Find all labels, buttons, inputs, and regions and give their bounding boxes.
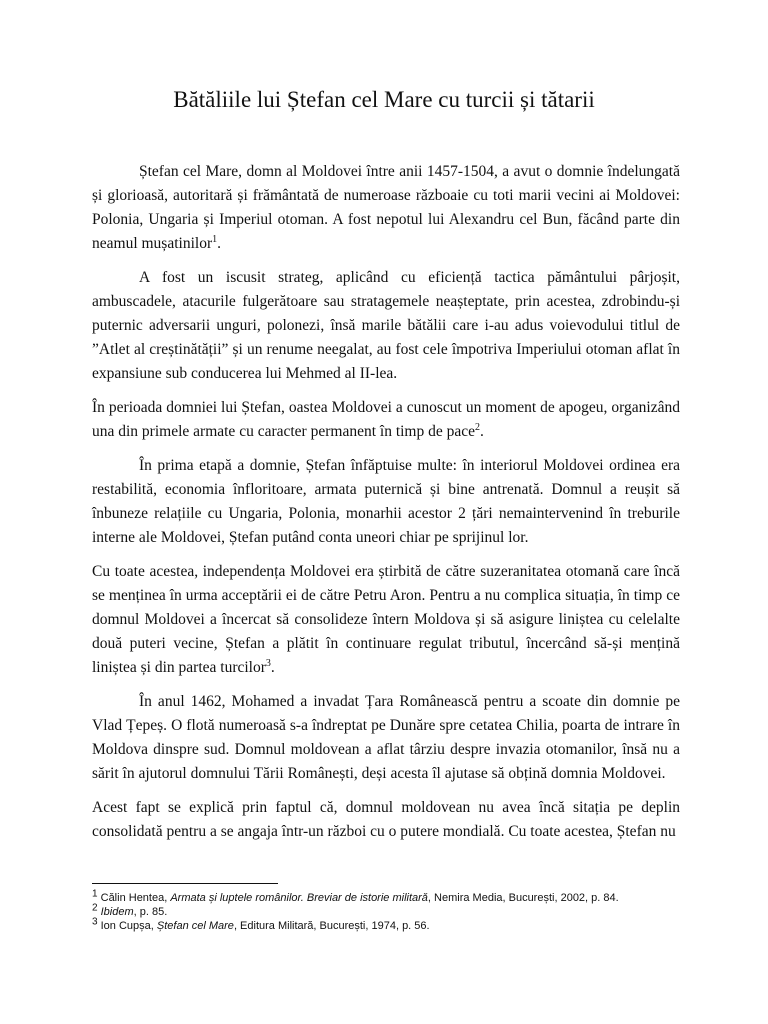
- footnote-ref-3: 3: [265, 657, 271, 669]
- footnote-work-title: Armata și luptele românilor. Breviar de istorie militară: [170, 892, 428, 904]
- footnotes: [92, 888, 692, 933]
- paragraph-text: Cu toate acestea, independența Moldovei era știrbită de către suzeranitatea otomană care încă se menținea în urma acceptării ei de către Petru Aron. Pentru a nu complica situația, în timp ce domnul Moldovei a încercat să consolideze întern Moldova și să asigure liniștea cu celelalte două puteri vecine, Ștefan a plătit în continuare regulat tributul, încercând să-și mențină liniștea și din partea turcilor: [92, 563, 680, 676]
- paragraph-7: [92, 796, 680, 844]
- footnote-details: , p. 85.: [133, 906, 168, 918]
- footnote-number: 1: [92, 888, 98, 900]
- paragraph-3: [92, 396, 680, 444]
- footnote-author: Ion Cupșa,: [100, 920, 154, 932]
- footnote-2: [92, 902, 692, 919]
- footnote-details: , Editura Militară, București, 1974, p. 56.: [233, 920, 430, 932]
- footnote-number: 2: [92, 902, 98, 914]
- paragraph-6: [92, 690, 680, 786]
- footnote-author: Călin Hentea,: [100, 892, 168, 904]
- paragraph-1: [92, 160, 680, 256]
- paragraph-text: În anul 1462, Mohamed a invadat Țara Românească pentru a scoate din domnie pe Vlad Țepeș. O flotă numeroasă s-a îndreptat pe Dunăre spre cetatea Chilia, poarta de intrare în Moldova dinspre sud. Domnul moldovean a aflat târziu despre invazia otomanilor, însă nu a sărit în ajutorul domnului Tării Românești, deși acesta îl ajutase să obțină domnia Moldovei.: [92, 693, 680, 782]
- footnote-work-title: Ibidem: [100, 906, 134, 918]
- paragraph-text: A fost un iscusit strateg, aplicând cu eficiență tactica pământului pârjoșit, ambuscadele, atacurile fulgerătoare sau stratagemele neașteptate, prin acestea, zdrobindu-și puternic adversarii unguri, polonezi, însă marile bătălii care i-au adus voievodului titlul de ”Atlet al creștinătății” și un renume neegalat, au fost cele împotriva Imperiului otoman aflat în expansiune sub conducerea lui Mehmed al II-lea.: [92, 269, 680, 382]
- paragraph-4: [92, 454, 680, 550]
- footnote-ref-2: 2: [475, 421, 481, 433]
- paragraph-text: În perioada domniei lui Ștefan, oastea Moldovei a cunoscut un moment de apogeu, organizând una din primele armate cu caracter permanent în timp de pace: [92, 399, 680, 440]
- footnote-details: , Nemira Media, București, 2002, p. 84.: [427, 892, 619, 904]
- document-body: [92, 160, 680, 854]
- footnote-number: 3: [92, 916, 98, 928]
- footnote-separator: [92, 883, 278, 884]
- paragraph-2: [92, 266, 680, 386]
- paragraph-tail: .: [217, 235, 221, 252]
- document-title: Bătăliile lui Ștefan cel Mare cu turcii și tătarii: [173, 87, 595, 112]
- paragraph-text: Ștefan cel Mare, domn al Moldovei între anii 1457-1504, a avut o domnie îndelungată și glorioasă, autoritară și frământată de numeroase războaie cu toti marii vecini ai Moldovei: Polonia, Ungaria și Imperiul otoman. A fost nepotul lui Alexandru cel Bun, făcând parte din neamul mușatinilor: [92, 163, 680, 252]
- footnote-1: [92, 888, 692, 905]
- paragraph-5: [92, 560, 680, 680]
- footnote-3: [92, 916, 692, 933]
- paragraph-text: În prima etapă a domnie, Ștefan înfăptuise multe: în interiorul Moldovei ordinea era restabilită, economia înfloritoare, armata puternică și bine antrenată. Domnul a reușit să înbuneze relațiile cu Ungaria, Polonia, monarhii acestor 2 țări nemaintervenind în treburile interne ale Moldovei, Ștefan putând conta uneori chiar pe sprijinul lor.: [92, 457, 680, 546]
- footnote-ref-1: 1: [212, 233, 218, 245]
- footnote-work-title: Ștefan cel Mare: [156, 920, 234, 932]
- paragraph-tail: .: [480, 423, 484, 440]
- paragraph-text: Acest fapt se explică prin faptul că, domnul moldovean nu avea încă sitația pe deplin consolidată pentru a se angaja într-un război cu o putere mondială. Cu toate acestea, Ștefan nu: [92, 799, 680, 840]
- paragraph-tail: .: [270, 659, 275, 676]
